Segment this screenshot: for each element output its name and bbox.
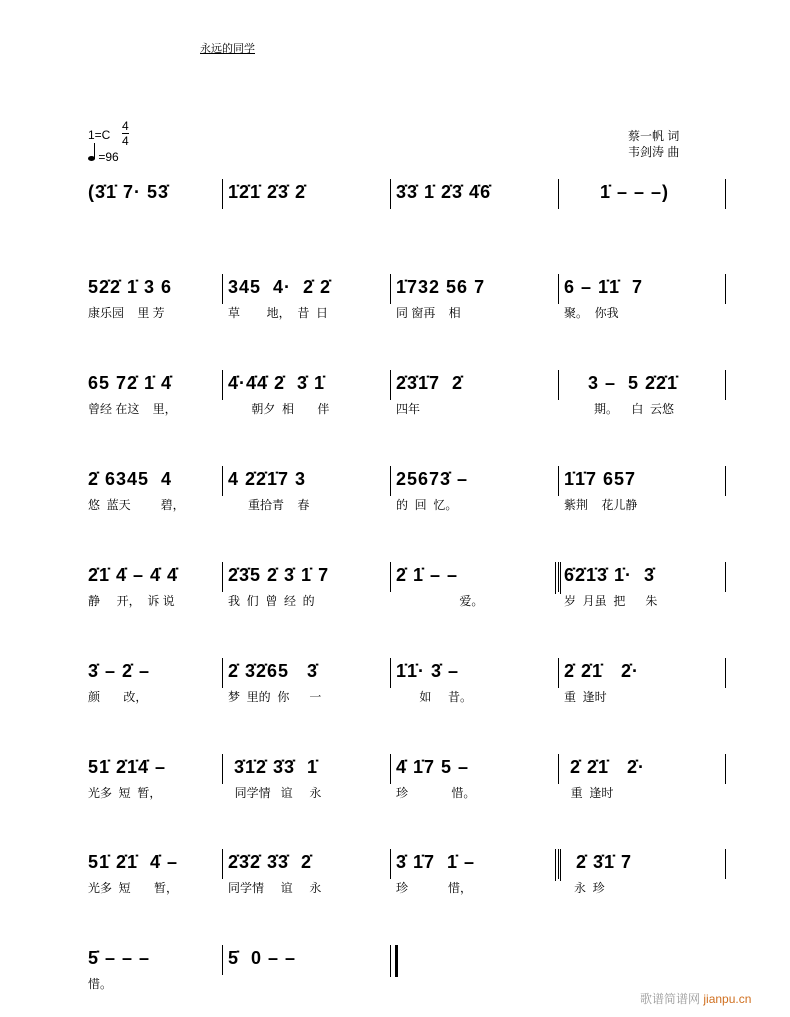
measure: [224, 754, 390, 814]
measure-lyrics: 紫荆 花儿静: [564, 498, 638, 512]
measure-lyrics: 草 地， 昔 日: [228, 306, 329, 320]
barline: [725, 179, 726, 209]
measure: [560, 274, 725, 334]
staff-row: [0, 754, 790, 814]
measure-lyrics: 惜。: [88, 977, 113, 991]
barline: [390, 849, 391, 879]
watermark-site: 歌谱简谱网: [640, 992, 701, 1006]
measure-lyrics: 悠 蓝天 碧，: [88, 498, 185, 512]
measure-notes: 25673̇ –: [396, 469, 469, 489]
measure-notes: 65 72̇ 1̇ 4̇: [88, 373, 173, 393]
quarter-note-icon: [88, 156, 95, 161]
measure: [560, 658, 725, 718]
barline: [222, 562, 223, 592]
measure: [84, 754, 222, 814]
double-barline: [555, 562, 561, 594]
measure-lyrics: 重拾青 春: [228, 498, 310, 512]
measure-notes: 1̇1̇· 3̇ –: [396, 661, 460, 681]
barline: [558, 658, 559, 688]
measure-lyrics: 岁 月虽 把 朱: [564, 594, 658, 608]
measure-notes: 6 – 1̇1̇ 7: [564, 277, 644, 297]
barline: [725, 370, 726, 400]
measure-notes: 1̇2̇1̇ 2̇3̇ 2̇: [228, 182, 307, 202]
measure-lyrics: 聚。 你我: [564, 306, 619, 320]
measure: [560, 849, 725, 909]
measure-lyrics: 珍 惜。: [396, 786, 476, 800]
staff-row: [0, 466, 790, 526]
measure: [84, 466, 222, 526]
measure-lyrics: 同学情 谊 永: [228, 881, 322, 895]
barline: [222, 179, 223, 209]
measure-notes: 2̇ 6345 4: [88, 469, 173, 489]
barline: [558, 179, 559, 209]
measure-lyrics: 期。 白 云悠: [564, 402, 675, 416]
barline: [558, 754, 559, 784]
measure: [392, 274, 558, 334]
measure-lyrics: 重 逢时: [564, 690, 607, 704]
measure-notes: 3̇ – 2̇ –: [88, 661, 151, 681]
measure-notes: 2̇3̇5 2̇ 3̇ 1̇ 7: [228, 565, 330, 585]
measure-notes: 4̇·4̇4̇ 2̇ 3̇ 1̇: [228, 373, 326, 393]
measure: [560, 370, 725, 430]
measure-notes: 2̇3̇2̇ 3̇3̇ 2̇: [228, 852, 313, 872]
measure-notes: 2̇3̇1̇7 2̇: [396, 373, 464, 393]
measure: [224, 945, 390, 1005]
measure: [560, 179, 725, 239]
barline: [390, 754, 391, 784]
measure-lyrics: 曾经 在这 里，: [88, 402, 177, 416]
staff-row: [0, 562, 790, 622]
measure-notes: 51̇ 2̇1̇4̇ –: [88, 757, 167, 777]
measure: [560, 466, 725, 526]
measure: [560, 562, 725, 622]
measure-notes: 1̇ – – –): [564, 182, 670, 202]
measure-notes: 3̇3̇ 1̇ 2̇3̇ 4̇6̇: [396, 182, 492, 202]
measure-notes: 2̇ 2̇1̇ 2̇·: [564, 661, 640, 681]
barline: [222, 849, 223, 879]
measure-notes: 3̇ 1̇7 1̇ –: [396, 852, 476, 872]
measure: [84, 562, 222, 622]
measure-notes: 1̇1̇7 657: [564, 469, 637, 489]
measure-notes: 4̇ 1̇7 5 –: [396, 757, 470, 777]
measure-lyrics: 永 珍: [564, 881, 605, 895]
measure: [84, 179, 222, 239]
barline: [222, 658, 223, 688]
measure-lyrics: 光多 短 暂，: [88, 786, 162, 800]
barline: [390, 274, 391, 304]
measure-notes: 6̇2̇1̇3̇ 1̇· 3̇: [564, 565, 656, 585]
measure: [224, 849, 390, 909]
measure-notes: 3 – 5 2̇2̇1̇: [564, 373, 679, 393]
barline: [725, 658, 726, 688]
measure-lyrics: 朝夕 相 伴: [228, 402, 330, 416]
barline: [725, 754, 726, 784]
barline: [725, 466, 726, 496]
credits: [628, 128, 679, 160]
measure-notes: 2̇1̇ 4̇ – 4̇ 4̇: [88, 565, 179, 585]
measure: [392, 466, 558, 526]
lyricist: 蔡一帆 词: [628, 129, 680, 143]
barline: [725, 274, 726, 304]
measure-lyrics: 爱。: [396, 594, 484, 608]
measure-notes: 2̇ 1̇ – –: [396, 565, 459, 585]
measure: [392, 370, 558, 430]
measure: [224, 562, 390, 622]
measure: [392, 658, 558, 718]
measure: [224, 179, 390, 239]
measure-notes: 2̇ 2̇1̇ 2̇·: [564, 757, 646, 777]
tempo-marking: [88, 150, 119, 164]
measure: [224, 370, 390, 430]
measure-lyrics: 同 窗再 相: [396, 306, 461, 320]
measure: [84, 849, 222, 909]
measure: [84, 370, 222, 430]
measure-lyrics: 珍 惜，: [396, 881, 473, 895]
barline: [558, 370, 559, 400]
measure: [224, 466, 390, 526]
measure-notes: 52̇2̇ 1̇ 3 6: [88, 277, 173, 297]
final-barline: [390, 945, 398, 977]
staff-row: [0, 370, 790, 430]
barline: [222, 370, 223, 400]
measure-lyrics: 康乐园 里 芳: [88, 306, 165, 320]
barline: [222, 466, 223, 496]
measure-notes: 2̇ 3̇2̇65 3̇: [228, 661, 319, 681]
measure: [560, 754, 725, 814]
measure-lyrics: 静 开， 诉 说: [88, 594, 175, 608]
composer: 韦剑涛 曲: [628, 145, 680, 159]
barline: [558, 466, 559, 496]
measure-notes: 5̇ 0 – –: [228, 948, 297, 968]
barline: [222, 274, 223, 304]
barline: [558, 274, 559, 304]
barline: [222, 945, 223, 975]
staff-row: [0, 849, 790, 909]
staff-row: [0, 274, 790, 334]
measure-lyrics: 光多 短 暂，: [88, 881, 179, 895]
measure: [84, 945, 222, 1005]
song-title: 永远的同学: [200, 43, 255, 55]
staff-row: [0, 179, 790, 239]
measure: [224, 274, 390, 334]
barline: [390, 658, 391, 688]
barline: [222, 754, 223, 784]
measure-notes: (3̇1̇ 7· 53̇: [88, 182, 170, 202]
measure-lyrics: 同学情 谊 永: [228, 786, 322, 800]
measure-notes: 2̇ 3̇1̇ 7: [564, 852, 633, 872]
barline: [725, 562, 726, 592]
measure-lyrics: 重 逢时: [564, 786, 614, 800]
measure-lyrics: 四年: [396, 402, 421, 416]
measure-lyrics: 我 们 曾 经 的: [228, 594, 315, 608]
barline: [725, 849, 726, 879]
measure: [224, 658, 390, 718]
barline: [390, 466, 391, 496]
measure: [84, 274, 222, 334]
measure-lyrics: 的 回 忆。: [396, 498, 458, 512]
measure: [392, 849, 558, 909]
time-signature: [122, 119, 129, 148]
time-signature-bottom: 4: [122, 134, 129, 148]
measure: [392, 179, 558, 239]
tempo-value: =96: [98, 150, 119, 164]
repeat-barline: [555, 849, 561, 881]
measure: [392, 754, 558, 814]
measure-lyrics: 颜 改，: [88, 690, 148, 704]
measure-notes: 1̇732 56 7: [396, 277, 486, 297]
measure-notes: 345 4· 2̇ 2̇: [228, 277, 332, 297]
barline: [390, 562, 391, 592]
measure-notes: 4 2̇2̇1̇7 3: [228, 469, 307, 489]
watermark-url: jianpu.cn: [703, 992, 752, 1006]
measure-notes: 51̇ 2̇1̇ 4̇ –: [88, 852, 179, 872]
measure-notes: 3̇1̇2̇ 3̇3̇ 1̇: [228, 757, 319, 777]
key-signature: 1=C: [88, 128, 111, 142]
measure: [84, 658, 222, 718]
time-signature-top: 4: [122, 119, 129, 133]
measure-lyrics: 如 昔。: [396, 690, 473, 704]
barline: [390, 370, 391, 400]
barline: [390, 179, 391, 209]
measure-lyrics: 梦 里的 你 一: [228, 690, 322, 704]
measure: [392, 562, 558, 622]
measure-notes: 5̇ – – –: [88, 948, 151, 968]
staff-row: [0, 658, 790, 718]
watermark: [640, 990, 751, 1007]
